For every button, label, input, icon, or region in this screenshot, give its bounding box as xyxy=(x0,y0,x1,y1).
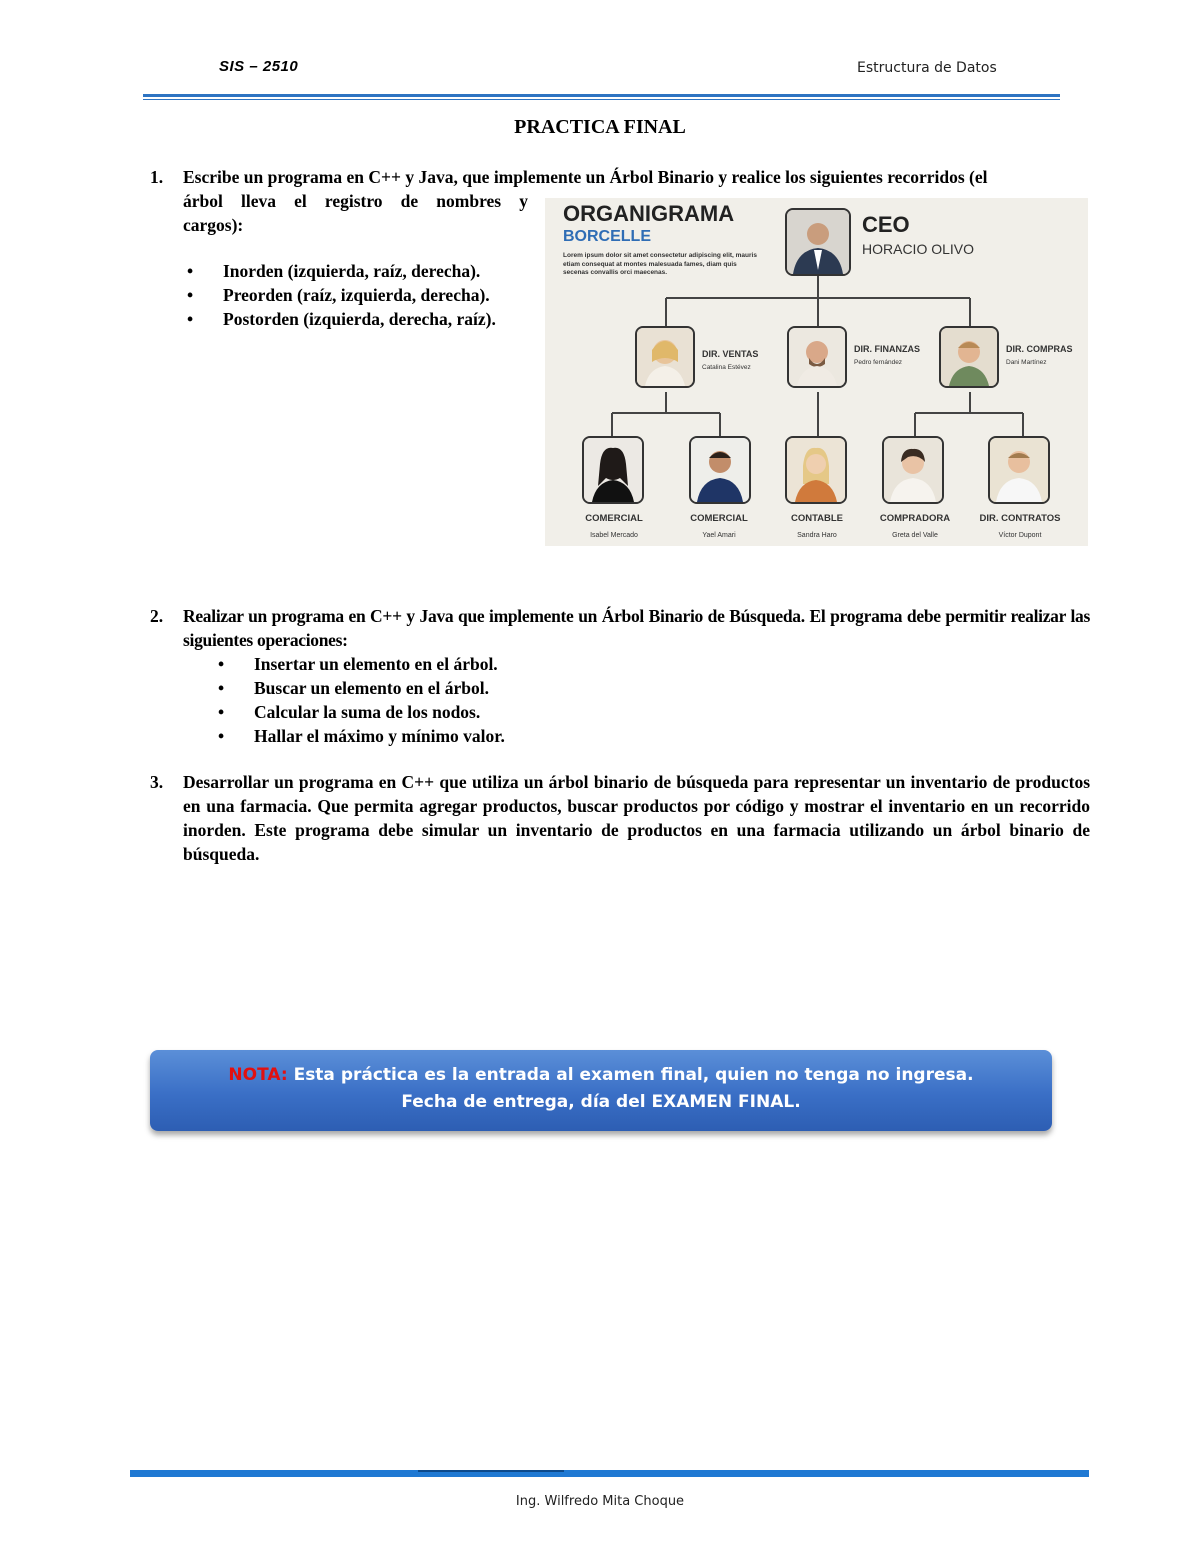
staff-role: DIR. CONTRATOS xyxy=(979,513,1061,524)
list-item: • Postorden (izquierda, derecha, raíz). xyxy=(183,307,1090,331)
operations-list xyxy=(183,652,1090,748)
note-line-2: Fecha de entrega, día del EXAMEN FINAL. xyxy=(401,1092,801,1112)
list-item: • Hallar el máximo y mínimo valor. xyxy=(183,724,1090,748)
staff-name: Víctor Dupont xyxy=(998,532,1042,539)
orgchart-subtitle: BORCELLE xyxy=(563,228,651,245)
header-subject: Estructura de Datos xyxy=(857,60,997,76)
question-2 xyxy=(150,604,1090,748)
note-line-1 xyxy=(150,1062,1052,1089)
question-text-line: Escribe un programa en C++ y Java, que implemente un Árbol Binario y realice los siguientes recorridos (el xyxy=(183,167,988,187)
staff-name: Isabel Mercado xyxy=(590,532,638,539)
staff-photo xyxy=(689,436,751,504)
staff-role: CONTABLE xyxy=(790,513,844,524)
note-box xyxy=(150,1050,1052,1131)
orgchart-title: ORGANIGRAMA xyxy=(563,201,735,226)
staff-name: Sandra Haro xyxy=(797,532,837,539)
staff-name: Yael Amari xyxy=(702,532,736,539)
question-3 xyxy=(150,770,1090,866)
staff-role: COMERCIAL xyxy=(585,513,643,524)
note-label: NOTA: xyxy=(228,1065,288,1085)
page-title: PRACTICA FINAL xyxy=(514,116,686,138)
orgchart-description: Lorem ipsum dolor sit amet consectetur adipiscing elit, mauris etiam consequat at montes malesuada fames, diam quis secenas convallis orci maecenas. xyxy=(563,252,757,276)
list-item: • Preorden (raíz, izquierda, derecha). xyxy=(183,283,1090,307)
staff-role: COMPRADORA xyxy=(879,513,951,524)
director-role: DIR. VENTAS xyxy=(702,349,759,359)
staff-photo xyxy=(882,436,944,504)
note-text: Esta práctica es la entrada al examen final, quien no tenga no ingresa. xyxy=(293,1065,974,1085)
director-name: Dani Martínez xyxy=(1006,359,1047,366)
ceo-photo xyxy=(785,208,851,276)
footer-divider xyxy=(130,1470,1089,1477)
header-course-code: SIS – 2510 xyxy=(219,58,299,75)
question-text: Desarrollar un programa en C++ que utiliza un árbol binario de búsqueda para representar un inventario de productos en una farmacia. Que permita agregar productos, buscar productos por código y mostrar el inventario en un recorrido inorden. Este programa debe simular un inventario de productos en una farmacia utilizando un árbol binario de búsqueda. xyxy=(183,772,1090,864)
list-item: • Buscar un elemento en el árbol. xyxy=(183,676,1090,700)
list-item: • Inorden (izquierda, raíz, derecha). xyxy=(183,259,1090,283)
question-text: Realizar un programa en C++ y Java que implemente un Árbol Binario de Búsqueda. El programa debe permitir realizar las siguientes operaciones: xyxy=(183,606,1090,650)
header-divider xyxy=(143,94,1060,100)
staff-photo xyxy=(582,436,644,504)
staff-photo xyxy=(785,436,847,504)
footer-author: Ing. Wilfredo Mita Choque xyxy=(515,1494,685,1509)
list-item: • Insertar un elemento en el árbol. xyxy=(183,652,1090,676)
director-role: DIR. FINANZAS xyxy=(854,344,920,354)
list-item: • Calcular la suma de los nodos. xyxy=(183,700,1090,724)
director-photo xyxy=(939,326,999,388)
question-number: 3. xyxy=(150,772,164,792)
staff-role: COMERCIAL xyxy=(690,513,748,524)
ceo-name: HORACIO OLIVO xyxy=(862,241,975,257)
director-role: DIR. COMPRAS xyxy=(1006,344,1073,354)
director-name: Pedro fernández xyxy=(854,359,903,366)
orgchart-image xyxy=(545,198,1088,546)
staff-photo xyxy=(988,436,1050,504)
question-text-line: árbol lleva el registro de nombres y xyxy=(183,191,528,211)
director-name: Catalina Estévez xyxy=(702,364,751,371)
staff-name: Greta del Valle xyxy=(892,532,938,539)
question-number: 2. xyxy=(150,606,164,626)
ceo-role: CEO xyxy=(862,212,910,237)
director-photo xyxy=(635,326,695,388)
director-photo xyxy=(787,326,847,388)
question-text-line: cargos): xyxy=(183,215,244,235)
question-number: 1. xyxy=(150,167,164,187)
